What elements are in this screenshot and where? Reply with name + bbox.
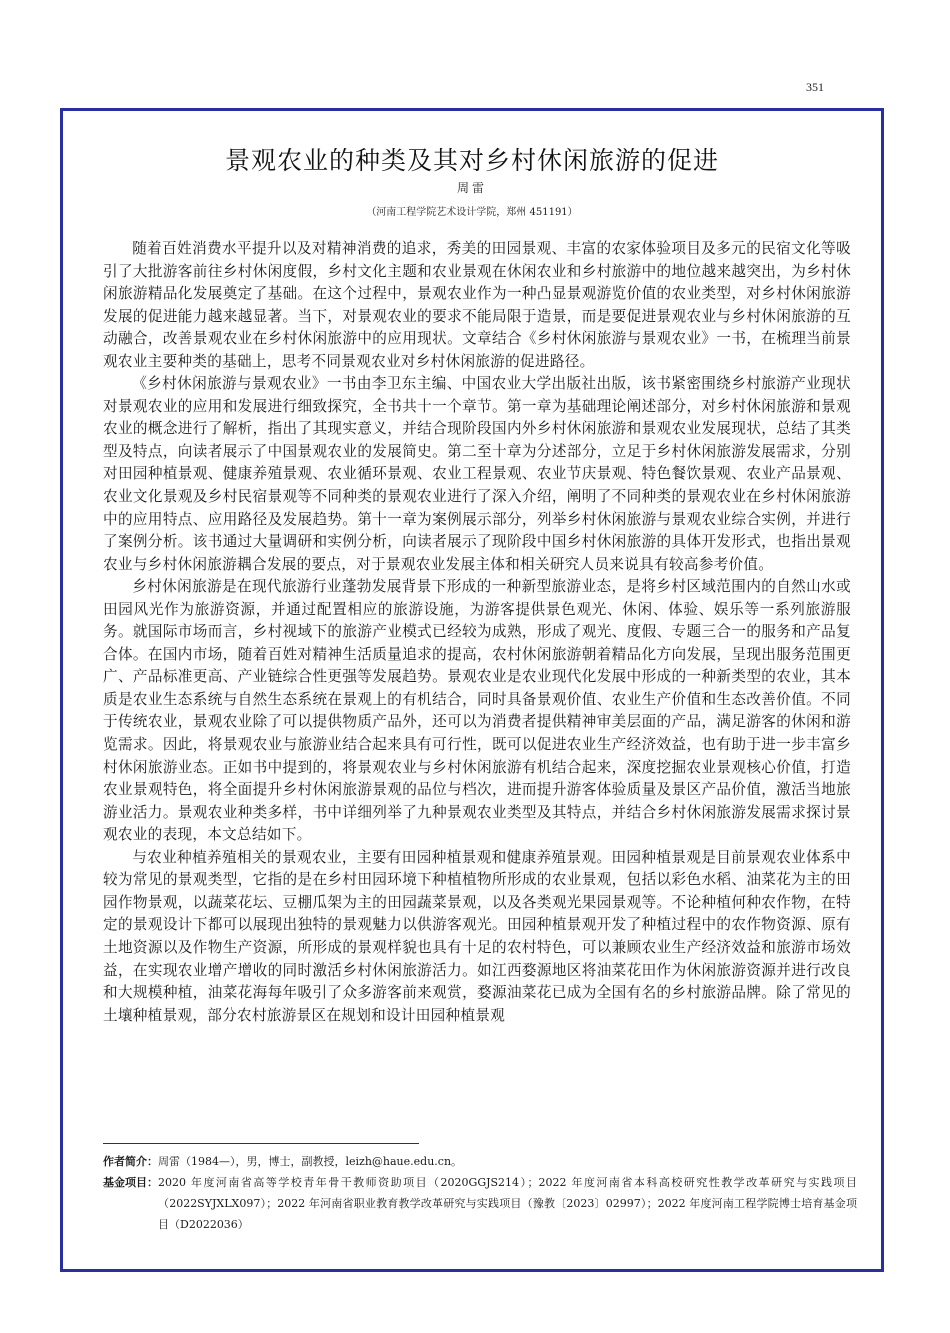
- article-author: 周雷: [456, 181, 487, 195]
- funding-text: 2020 年度河南省高等学校青年骨干教师资助项目（2020GGJS214）；2022 年度河南省本科高校研究性教学改革研究与实践项目（2022SYJXLX097）；2022 年河南省职业教育教学改革研究与实践项目（豫教〔2023〕02997）；2022 年度河南工程学院博士培育基金项目（D2022036）: [158, 1176, 857, 1231]
- body-paragraph: 随着百姓消费水平提升以及对精神消费的追求，秀美的田园景观、丰富的农家体验项目及多元的民宿文化等吸引了大批游客前往乡村休闲度假，乡村文化主题和农业景观在休闲农业和乡村旅游中的地位越来越突出，为乡村休闲旅游精品化发展奠定了基础。在这个过程中，景观农业作为一种凸显景观游览价值的农业类型，对乡村休闲旅游发展的促进能力越来越显著。当下，对景观农业的要求不能局限于造景，而是要促进景观农业与乡村休闲旅游的互动融合，改善景观农业在乡村休闲旅游中的应用现状。文章结合《乡村休闲旅游与景观农业》一书，在梳理当前景观农业主要种类的基础上，思考不同景观农业对乡村休闲旅游的促进路径。: [103, 240, 851, 370]
- body-paragraph: 与农业种植养殖相关的景观农业，主要有田园种植景观和健康养殖景观。田园种植景观是目前景观农业体系中较为常见的景观类型，它指的是在乡村田园环境下种植植物所形成的农业景观，包括以彩色水稻、油菜花为主的田园作物景观，以蔬菜花坛、豆棚瓜架为主的田园蔬菜景观，以及各类观光果园景观等。不论种植何种农作物，在特定的景观设计下都可以展现出独特的景观魅力以供游客观光。田园种植景观开发了种植过程中的农作物资源、原有土地资源以及作物生产资源，所形成的景观样貌也具有十足的农村特色，可以兼顾农业生产经济效益和旅游市场效益，在实现农业增产增收的同时激活乡村休闲旅游活力。如江西婺源地区将油菜花田作为休闲旅游资源并进行改良和大规模种植，油菜花海每年吸引了众多游客前来观赏，婺源油菜花已成为全国有名的乡村旅游品牌。除了常见的土壤种植景观，部分农村旅游景区在规划和设计田园种植景观: [103, 848, 851, 1024]
- page-number: 351: [806, 80, 824, 94]
- funding-note: [103, 1172, 857, 1235]
- author-bio-label: 作者简介：: [103, 1155, 158, 1168]
- footnotes: [103, 1151, 857, 1235]
- article-title: 景观农业的种类及其对乡村休闲旅游的促进: [224, 146, 719, 175]
- body-paragraph: 乡村休闲旅游是在现代旅游行业蓬勃发展背景下形成的一种新型旅游业态，是将乡村区域范围内的自然山水或田园风光作为旅游资源，并通过配置相应的旅游设施，为游客提供景色观光、休闲、体验、娱乐等一系列旅游服务。就国际市场而言，乡村视域下的旅游产业模式已经较为成熟，形成了观光、度假、专题三合一的服务和产品复合体。在国内市场，随着百姓对精神生活质量追求的提高，农村休闲旅游朝着精品化方向发展，呈现出服务范围更广、产品标准更高、产业链综合性更强等发展趋势。景观农业是农业现代化发展中形成的一种新类型的农业，其本质是农业生态系统与自然生态系统在景观上的有机结合，同时具备景观价值、农业生产价值和生态改善价值。不同于传统农业，景观农业除了可以提供物质产品外，还可以为消费者提供精神审美层面的产品，满足游客的休闲和游览需求。因此，将景观农业与旅游业结合起来具有可行性，既可以促进农业生产经济效益，也有助于进一步丰富乡村休闲旅游业态。正如书中提到的，将景观农业与乡村休闲旅游有机结合起来，深度挖掘农业景观核心价值，打造农业景观特色，将全面提升乡村休闲旅游景观的品位与档次，进而提升游客体验质量及景区产品价值，激活当地旅游业活力。景观农业种类多样，书中详细列举了九种景观农业类型及其特点，并结合乡村休闲旅游发展需求探讨景观农业的表现，本文总结如下。: [103, 578, 851, 844]
- author-affiliation: （河南工程学院艺术设计学院，郑州 451191）: [366, 207, 578, 218]
- article-frame: [60, 108, 884, 1272]
- body-paragraph: 《乡村休闲旅游与景观农业》一书由李卫东主编、中国农业大学出版社出版，该书紧密围绕乡村旅游产业现状对景观农业的应用和发展进行细致探究，全书共十一个章节。第一章为基础理论阐述部分，对乡村休闲旅游和景观农业的概念进行了解析，指出了其现实意义，并结合现阶段国内外乡村休闲旅游和景观农业发展现状，总结了其类型及特点，向读者展示了中国景观农业的发展简史。第二至十章为分述部分，立足于乡村休闲旅游发展需求，分别对田园种植景观、健康养殖景观、农业循环景观、农业工程景观、农业节庆景观、特色餐饮景观、农业产品景观、农业文化景观及乡村民宿景观等不同种类的景观农业进行了深入介绍，阐明了不同种类的景观农业在乡村休闲旅游中的应用特点、应用路径及发展趋势。第十一章为案例展示部分，列举乡村休闲旅游与景观农业综合实例，并进行了案例分析。该书通过大量调研和实例分析，向读者展示了现阶段中国乡村休闲旅游的具体开发形式，也指出景观农业与乡村休闲旅游耦合发展的要点，对于景观农业发展主体和相关研究人员来说具有较高参考价值。: [103, 375, 851, 573]
- author-bio-text: 周雷（1984—），男，博士，副教授，leizh@haue.edu.cn。: [158, 1155, 463, 1168]
- funding-label: 基金项目：: [103, 1176, 158, 1189]
- author-bio-note: [103, 1151, 857, 1172]
- footnote-divider: [103, 1143, 419, 1144]
- article-body: [103, 238, 851, 1027]
